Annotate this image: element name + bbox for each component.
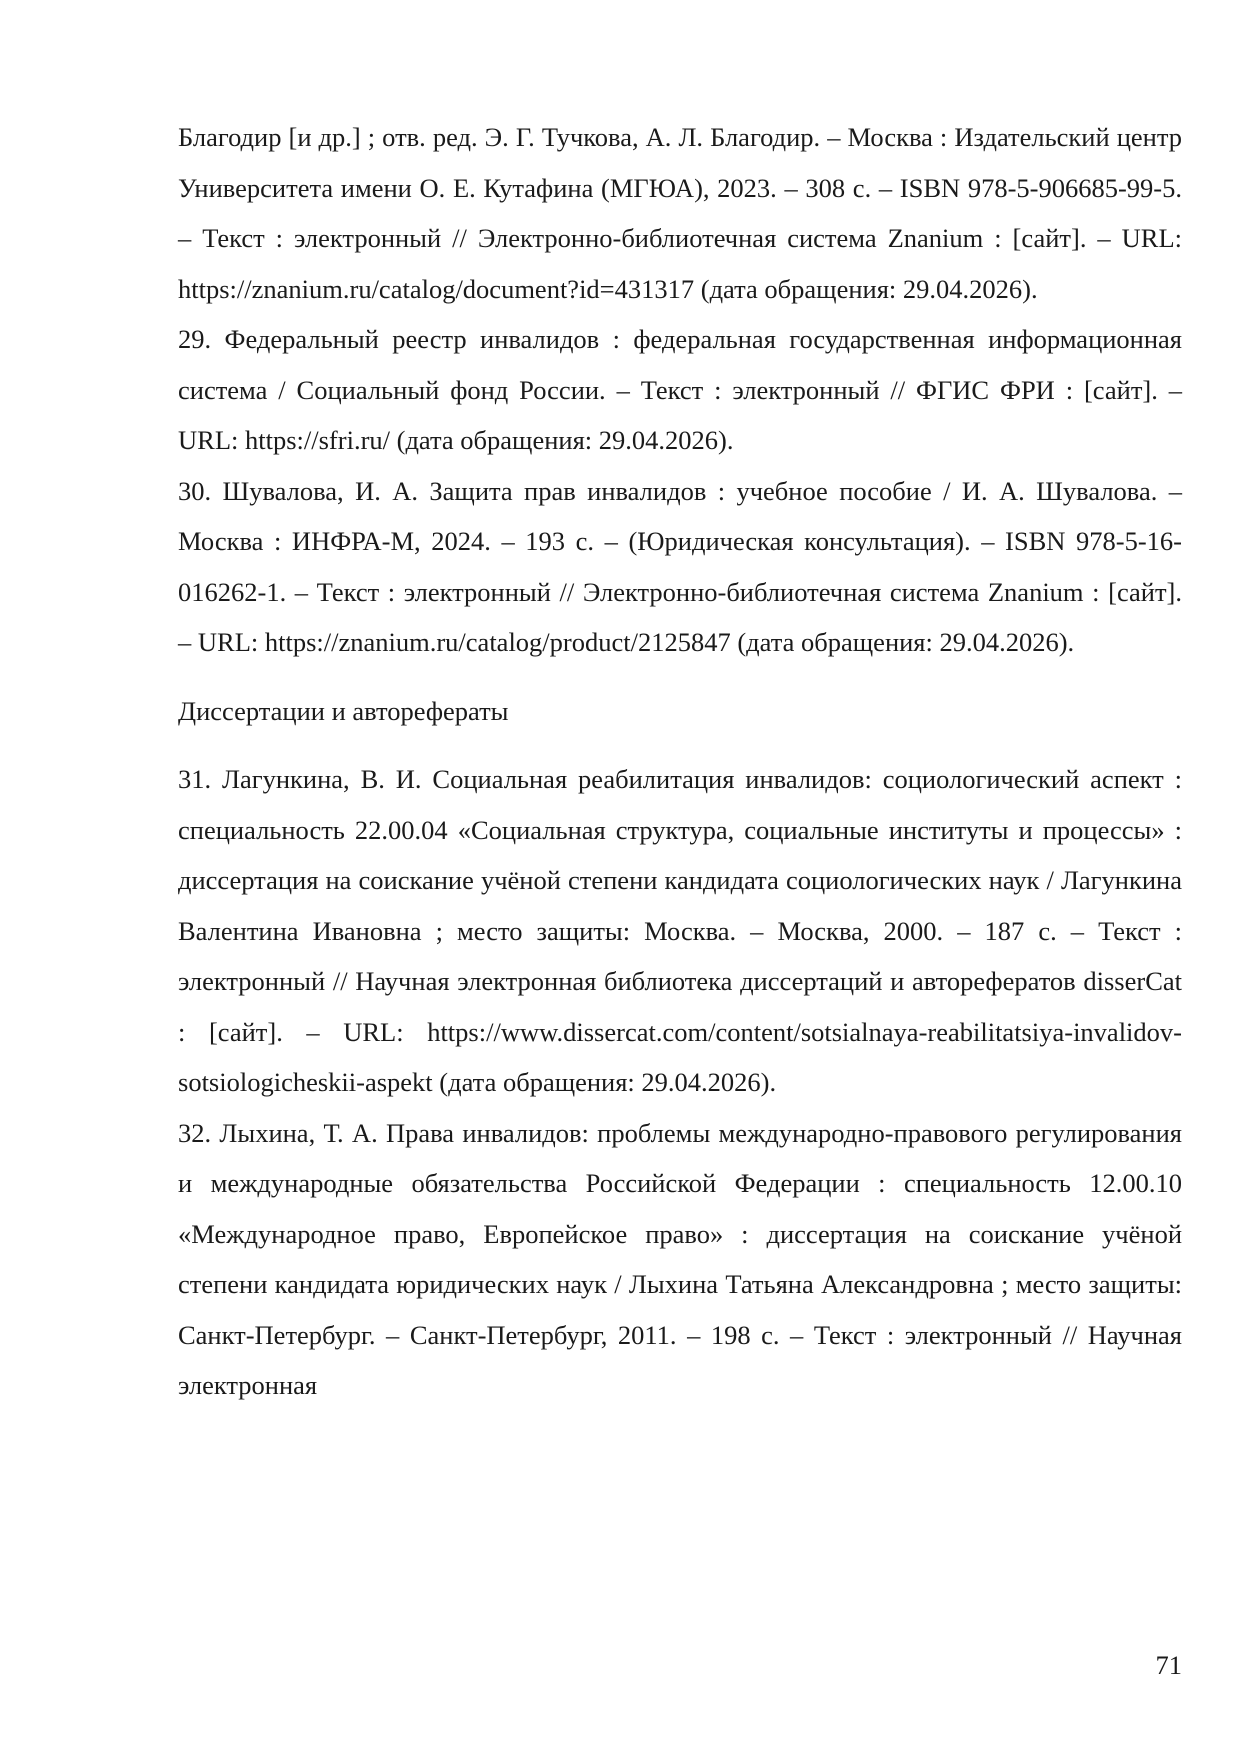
bibliography-entry-31: 31. Лагункина, В. И. Социальная реабилитация инвалидов: социологический аспект : специальность 22.00.04 «Социальная структура, социальные институты и процессы» : диссертация на соискание учёной степени кандидата социологических наук / Лагункина Валентина Ивановна ; место защиты: Москва. – Москва, 2000. – 187 с. – Текст : электронный // Научная электронная библиотека диссертаций и авторефератов disserCat : [сайт]. – URL: https://www.dissercat.com/content/sotsialnaya-reabilitatsiya-invalidov-sotsiologicheskii-aspekt (дата обращения: 29.04.2026). [178,764,1182,1097]
document-page [178,112,1182,1411]
page-number: 71 [1155,1650,1182,1680]
bibliography-entry-29: 29. Федеральный реестр инвалидов : федеральная государственная информационная система / Социальный фонд России. – Текст : электронный // ФГИС ФРИ : [сайт]. – URL: https://sfri.ru/ (дата обращения: 29.04.2026). [178,324,1182,455]
bibliography-entry-30: 30. Шувалова, И. А. Защита прав инвалидов : учебное пособие / И. А. Шувалова. – Москва : ИНФРА-М, 2024. – 193 с. – (Юридическая консультация). – ISBN 978-5-16-016262-1. – Текст : электронный // Электронно-библиотечная система Znanium : [сайт]. – URL: https://znanium.ru/catalog/product/2125847 (дата обращения: 29.04.2026). [178,475,1182,657]
bibliography-entry-28-continued: Благодир [и др.] ; отв. ред. Э. Г. Тучкова, А. Л. Благодир. – Москва : Издательский центр Университета имени О. Е. Кутафина (МГЮА), 2023. – 308 с. – ISBN 978-5-906685-99-5. – Текст : электронный // Электронно-библиотечная система Znanium : [сайт]. – URL: https://znanium.ru/catalog/document?id=431317 (дата обращения: 29.04.2026). [178,122,1182,304]
section-heading-dissertations: Диссертации и авторефераты [178,695,509,726]
bibliography-entry-32: 32. Лыхина, Т. А. Права инвалидов: проблемы международно-правового регулирования и международные обязательства Российской Федерации : специальность 12.00.10 «Международное право, Европейское право» : диссертация на соискание учёной степени кандидата юридических наук / Лыхина Татьяна Александровна ; место защиты: Санкт-Петербург. – Санкт-Петербург, 2011. – 198 с. – Текст : электронный // Научная электронная [178,1117,1182,1400]
